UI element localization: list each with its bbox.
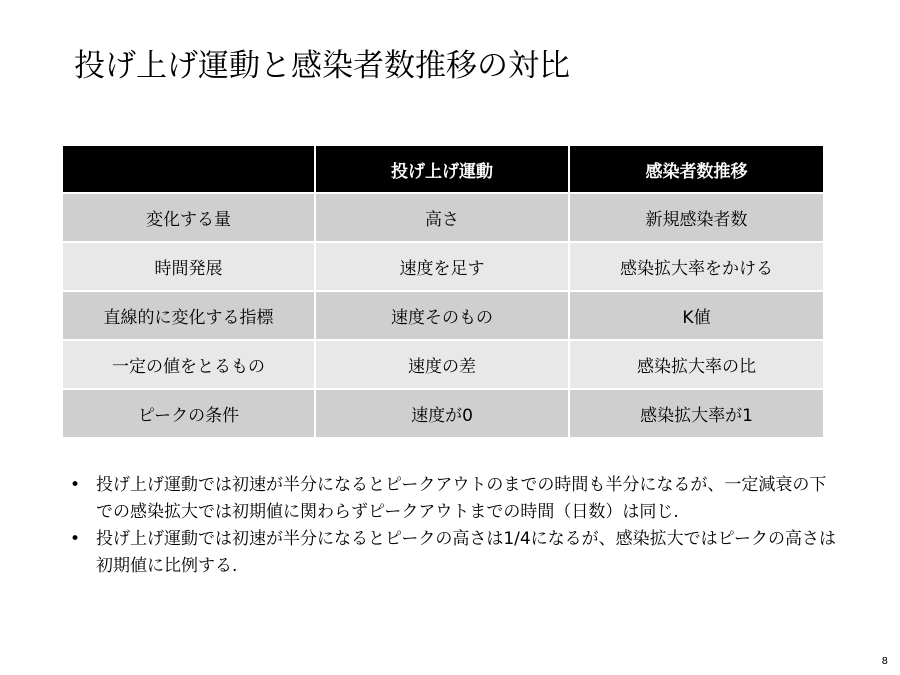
projectile-cell: 速度そのもの bbox=[315, 291, 569, 340]
slide-title: 投げ上げ運動と感染者数推移の対比 bbox=[74, 48, 570, 84]
infection-cell: 感染拡大率の比 bbox=[569, 340, 823, 389]
projectile-cell: 速度を足す bbox=[315, 242, 569, 291]
page-number: 8 bbox=[881, 656, 888, 667]
row-label: 直線的に変化する指標 bbox=[63, 291, 315, 340]
row-label: 一定の値をとるもの bbox=[63, 340, 315, 389]
header-cell-infections: 感染者数推移 bbox=[569, 146, 823, 193]
bullet-marker: • bbox=[70, 475, 81, 495]
bullet-list bbox=[70, 472, 840, 580]
table-row bbox=[63, 193, 823, 242]
table-row bbox=[63, 340, 823, 389]
infection-cell: K値 bbox=[569, 291, 823, 340]
table-row bbox=[63, 242, 823, 291]
table-row bbox=[63, 291, 823, 340]
projectile-cell: 速度が0 bbox=[315, 389, 569, 437]
projectile-cell: 高さ bbox=[315, 193, 569, 242]
comparison-table bbox=[63, 146, 823, 437]
bullet-text: 投げ上げ運動では初速が半分になるとピークの高さは1/4になるが、感染拡大ではピークの高さは初期値に比例する. bbox=[96, 529, 836, 576]
row-label: 時間発展 bbox=[63, 242, 315, 291]
bullet-text: 投げ上げ運動では初速が半分になるとピークアウトのまでの時間も半分になるが、一定減衰の下での感染拡大では初期値に関わらずピークアウトまでの時間（日数）は同じ. bbox=[96, 475, 827, 522]
bullet-marker: • bbox=[70, 529, 81, 549]
row-label: ピークの条件 bbox=[63, 389, 315, 437]
projectile-cell: 速度の差 bbox=[315, 340, 569, 389]
infection-cell: 新規感染者数 bbox=[569, 193, 823, 242]
table-header-row bbox=[63, 146, 823, 193]
table-row bbox=[63, 389, 823, 437]
header-cell-projectile: 投げ上げ運動 bbox=[315, 146, 569, 193]
row-label: 変化する量 bbox=[63, 193, 315, 242]
infection-cell: 感染拡大率が1 bbox=[569, 389, 823, 437]
bullet-item bbox=[70, 526, 840, 580]
bullet-item bbox=[70, 472, 840, 526]
header-cell-empty bbox=[63, 146, 315, 193]
infection-cell: 感染拡大率をかける bbox=[569, 242, 823, 291]
